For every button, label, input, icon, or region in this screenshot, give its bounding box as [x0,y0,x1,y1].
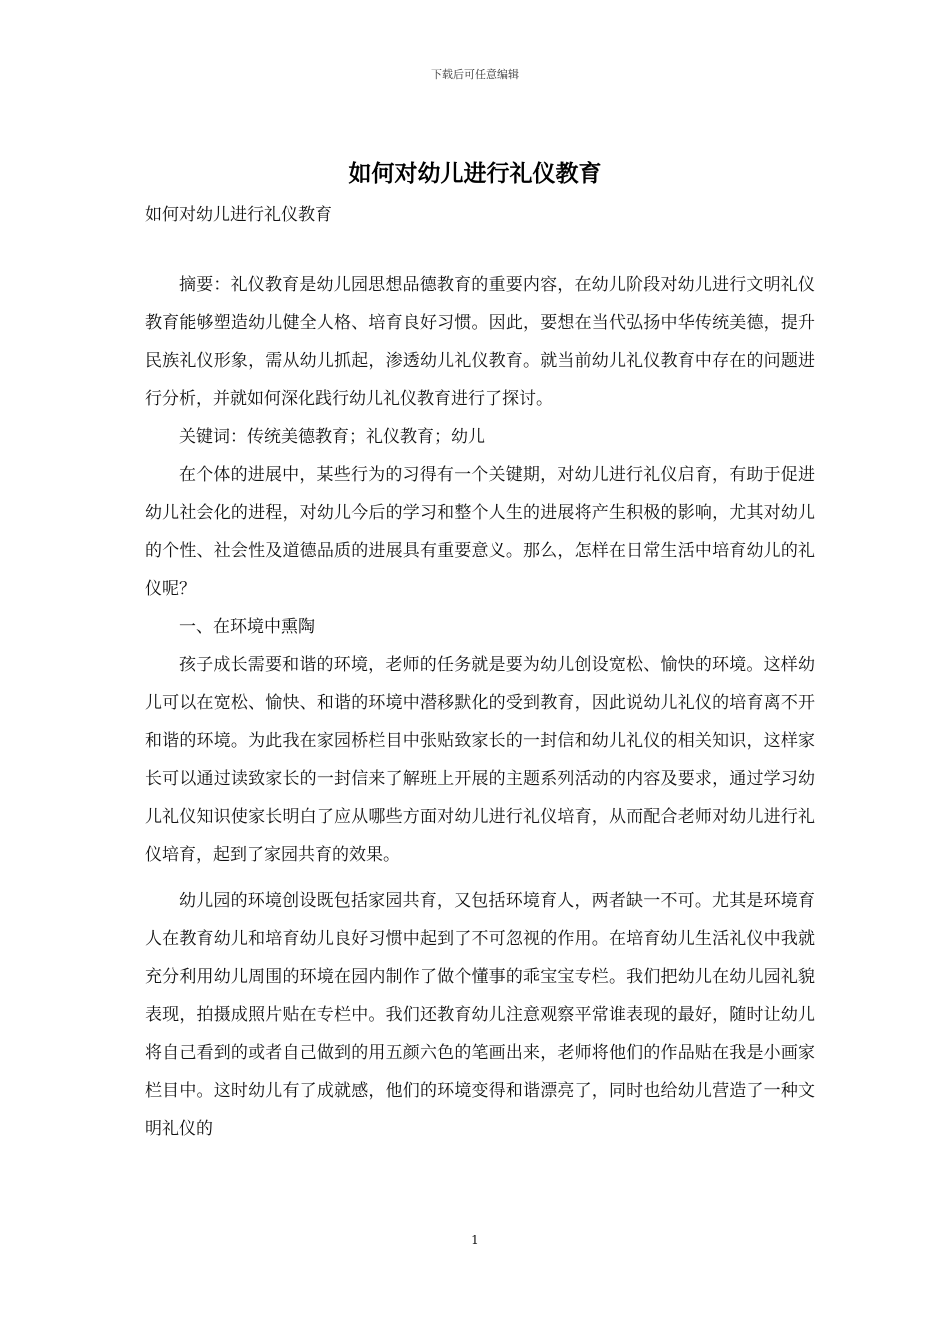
document-subtitle: 如何对幼儿进行礼仪教育 [145,205,332,225]
body-paragraph: 孩子成长需要和谐的环境，老师的任务就是要为幼儿创设宽松、愉快的环境。这样幼儿可以在宽松、愉快、和谐的环境中潜移默化的受到教育，因此说幼儿礼仪的培育离不开和谐的环境。为此我在家园桥栏目中张贴致家长的一封信和幼儿礼仪的相关知识，这样家长可以通过读致家长的一封信来了解班上开展的主题系列活动的内容及要求，通过学习幼儿礼仪知识使家长明白了应从哪些方面对幼儿进行礼仪培育，从而配合老师对幼儿进行礼仪培育，起到了家园共育的效果。 [145,655,815,865]
body-paragraph: 幼儿园的环境创设既包括家园共育，又包括环境育人，两者缺一不可。尤其是环境育人在教育幼儿和培育幼儿良好习惯中起到了不可忽视的作用。在培育幼儿生活礼仪中我就充分利用幼儿周围的环境在园内制作了做个懂事的乖宝宝专栏。我们把幼儿在幼儿园礼貌表现，拍摄成照片贴在专栏中。我们还教育幼儿注意观察平常谁表现的最好，随时让幼儿将自己看到的或者自己做到的用五颜六色的笔画出来，老师将他们的作品贴在我是小画家栏目中。这时幼儿有了成就感，他们的环境变得和谐漂亮了，同时也给幼儿营造了一种文明礼仪的 [145,891,815,1139]
section-heading: 一、在环境中熏陶 [179,617,315,637]
keywords-paragraph: 关键词：传统美德教育；礼仪教育；幼儿 [179,427,485,447]
abstract-paragraph: 摘要：礼仪教育是幼儿园思想品德教育的重要内容，在幼儿阶段对幼儿进行文明礼仪教育能够塑造幼儿健全人格、培育良好习惯。因此，要想在当代弘扬中华传统美德，提升民族礼仪形象，需从幼儿抓起，渗透幼儿礼仪教育。就当前幼儿礼仪教育中存在的问题进行分析，并就如何深化践行幼儿礼仪教育进行了探讨。 [145,275,815,409]
intro-paragraph: 在个体的进展中，某些行为的习得有一个关键期，对幼儿进行礼仪启育，有助于促进幼儿社会化的进程，对幼儿今后的学习和整个人生的进展将产生积极的影响，尤其对幼儿的个性、社会性及道德品质的进展具有重要意义。那么，怎样在日常生活中培育幼儿的礼仪呢？ [145,465,815,599]
page-header-note: 下载后可任意编辑 [431,68,519,81]
document-body [145,266,815,1148]
document-title: 如何对幼儿进行礼仪教育 [348,160,602,187]
page-number: 1 [471,1233,479,1247]
